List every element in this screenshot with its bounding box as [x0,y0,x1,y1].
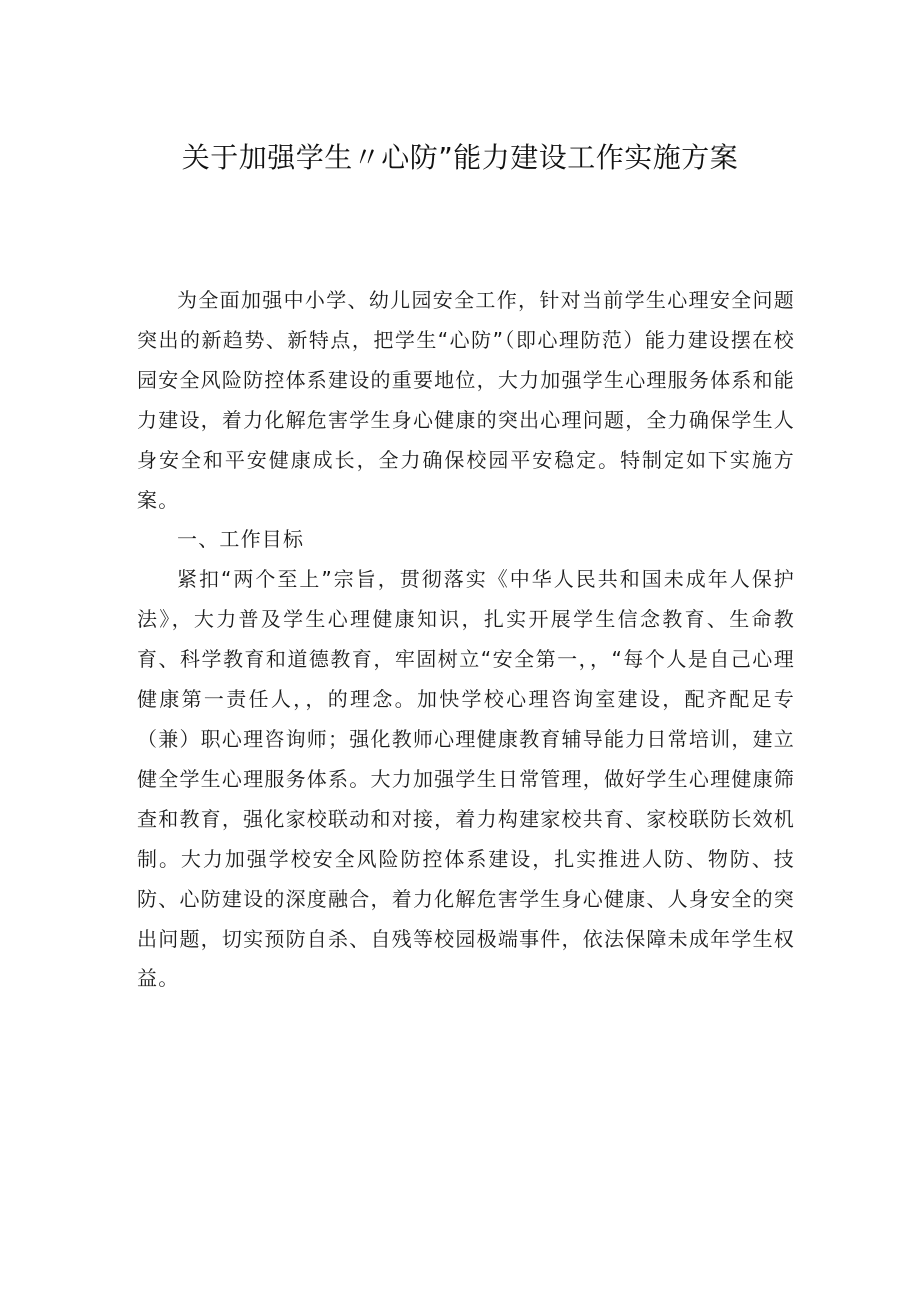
document-title: 关于加强学生〃心防”能力建设工作实施方案 [181,141,739,174]
section-heading-work-goals: 一、工作目标 [177,527,305,552]
document-body [137,281,795,999]
work-goals-paragraph: 紧扣“两个至上”宗旨，贯彻落实《中华人民共和国未成年人保护法》，大力普及学生心理健康知识，扎实开展学生信念教育、生命教育、科学教育和道德教育，牢固树立“安全第一，，“每个人是自己心理健康第一责任人，，的理念。加快学校心理咨询室建设，配齐配足专（兼）职心理咨询师；强化教师心理健康教育辅导能力日常培训，建立健全学生心理服务体系。大力加强学生日常管理，做好学生心理健康筛查和教育，强化家校联动和对接，着力构建家校共育、家校联防长效机制。大力加强学校安全风险防控体系建设，扎实推进人防、物防、技防、心防建设的深度融合，着力化解危害学生身心健康、人身安全的突出问题，切实预防自杀、自残等校园极端事件，依法保障未成年学生权益。 [137,567,795,991]
intro-paragraph: 为全面加强中小学、幼儿园安全工作，针对当前学生心理安全问题突出的新趋势、新特点，把学生“心防”（即心理防范）能力建设摆在校园安全风险防控体系建设的重要地位，大力加强学生心理服务体系和能力建设，着力化解危害学生身心健康的突出心理问题，全力确保学生人身安全和平安健康成长，全力确保校园平安稳定。特制定如下实施方案。 [137,288,795,512]
